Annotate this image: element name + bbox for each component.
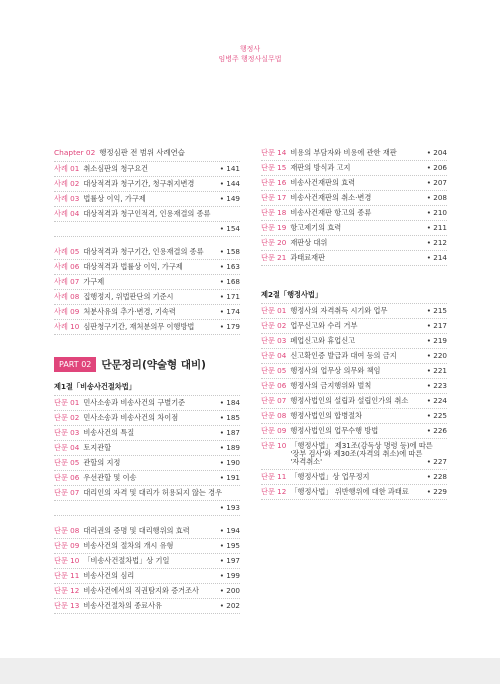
- entry-title: 폐업신고와 휴업신고: [290, 335, 356, 345]
- entry-page: • 158: [220, 248, 240, 256]
- entry-code: 단문 10: [261, 440, 287, 450]
- entry-title: 비송사건재판 항고의 종류: [290, 207, 372, 217]
- entry-title: 대리인의 자격 및 대리가 허용되지 않는 경우: [83, 487, 223, 497]
- entry-title: 민사소송과 비송사건의 차이점: [83, 412, 179, 422]
- entry-title: 과태료재판: [290, 252, 326, 262]
- chapter-title: 행정심판 전 범위 사례연습: [99, 148, 185, 157]
- entry-code: 단문 08: [54, 525, 80, 535]
- toc-entry[interactable]: [54, 426, 240, 441]
- entry-code: 단문 02: [261, 320, 287, 330]
- entry-page: • 220: [427, 352, 447, 360]
- entry-page: • 215: [427, 307, 447, 315]
- entry-code: 사례 07: [54, 276, 80, 286]
- entry-page: • 206: [427, 164, 447, 172]
- entry-page: • 214: [427, 254, 447, 262]
- entry-code: 단문 04: [261, 350, 287, 360]
- entry-title: 비송사건의 심리: [83, 570, 135, 580]
- entry-page: • 141: [220, 165, 240, 173]
- part-label: PART 02: [54, 357, 96, 372]
- chapter-heading: [54, 146, 240, 162]
- toc-entry[interactable]: [54, 396, 240, 411]
- running-header: [0, 44, 500, 64]
- toc-page-continued: • 154: [54, 222, 240, 237]
- entry-code: 단문 01: [261, 305, 287, 315]
- toc-entry[interactable]: [54, 569, 240, 584]
- entry-code: 단문 05: [261, 365, 287, 375]
- entry-page: • 190: [220, 459, 240, 467]
- entry-page: • 210: [427, 209, 447, 217]
- entry-page: • 179: [220, 323, 240, 331]
- entry-page: • 168: [220, 278, 240, 286]
- entry-code: 단문 05: [54, 457, 80, 467]
- entry-title: 행정사법인의 설립과 설립인가의 취소: [290, 395, 409, 405]
- entry-code: 사례 08: [54, 291, 80, 301]
- toc-entry[interactable]: [261, 319, 447, 334]
- toc-entry[interactable]: [54, 162, 240, 177]
- entry-title-line: '장부 검사'와 제30조(자격의 취소)에 따른: [290, 448, 423, 458]
- toc-entry[interactable]: [261, 379, 447, 394]
- entry-page: • 197: [220, 557, 240, 565]
- toc-entry[interactable]: [261, 206, 447, 221]
- entry-code: 단문 21: [261, 252, 287, 262]
- entry-page: • 149: [220, 195, 240, 203]
- toc-entry[interactable]: [54, 207, 240, 222]
- entry-title: 항고제기의 효력: [290, 222, 342, 232]
- toc-entry[interactable]: [54, 441, 240, 456]
- entry-title: 「행정사법」상 업무정지: [290, 471, 370, 481]
- entry-title: 비송사건절차의 종료사유: [83, 600, 162, 610]
- entry-title: 비송사건의 절차의 개시 유형: [83, 540, 174, 550]
- toc-entry[interactable]: [54, 275, 240, 290]
- entry-code: 단문 18: [261, 207, 287, 217]
- entry-code: 단문 02: [54, 412, 80, 422]
- entry-page: • 185: [220, 414, 240, 422]
- entry-page: • 171: [220, 293, 240, 301]
- toc-entry[interactable]: [54, 290, 240, 305]
- entry-code: 단문 06: [54, 472, 80, 482]
- entry-code: 단문 20: [261, 237, 287, 247]
- entry-title: 비송사건의 특질: [83, 427, 135, 437]
- entry-page: • 227: [427, 458, 447, 466]
- toc-entry[interactable]: [261, 176, 447, 191]
- entry-code: 사례 09: [54, 306, 80, 316]
- entry-page: • 223: [427, 382, 447, 390]
- section-heading: 제1절「비송사건절차법」: [54, 374, 240, 396]
- entry-title: 법률상 이익, 가구제: [83, 193, 146, 203]
- entry-title: 민사소송과 비송사건의 구별기준: [83, 397, 186, 407]
- entry-title-line: 「행정사법」 제31조(감독상 명령 등)에 따른: [290, 440, 433, 450]
- entry-title-line: '자격취소': [290, 456, 323, 466]
- entry-code: 단문 16: [261, 177, 287, 187]
- entry-title: 취소심판의 청구요건: [83, 163, 149, 173]
- entry-page: • 217: [427, 322, 447, 330]
- toc-entry[interactable]: [261, 251, 447, 266]
- entry-title: 대상적격과 법률상 이익, 가구제: [83, 261, 183, 271]
- part-heading: [54, 357, 240, 372]
- entry-title: 비송사건재판의 효력: [290, 177, 356, 187]
- entry-title: 행정사법인의 업무수행 방법: [290, 425, 379, 435]
- entry-title: 대리권의 증명 및 대리행위의 효력: [83, 525, 190, 535]
- toc-page-continued: • 193: [54, 501, 240, 516]
- chapter-label: Chapter 02: [54, 148, 96, 157]
- entry-page: • 212: [427, 239, 447, 247]
- entry-title: [290, 442, 447, 466]
- entry-code: 단문 11: [261, 471, 287, 481]
- entry-page: • 228: [427, 473, 447, 481]
- entry-code: 사례 01: [54, 163, 80, 173]
- entry-title: 비송사건에서의 직권탐지와 증거조사: [83, 585, 199, 595]
- entry-title: 행정사의 자격취득 시기와 업무: [290, 305, 388, 315]
- entry-title: 재판의 방식과 고지: [290, 162, 351, 172]
- toc-entry[interactable]: [261, 424, 447, 439]
- entry-page: • 219: [427, 337, 447, 345]
- entry-page: • 174: [220, 308, 240, 316]
- toc-right-column: [261, 146, 447, 500]
- header-line-2: 임병주 행정사실무법: [218, 55, 282, 63]
- toc-entry[interactable]: [261, 236, 447, 251]
- entry-code: 단문 12: [54, 585, 80, 595]
- toc-entry[interactable]: [54, 320, 240, 335]
- toc-entry[interactable]: [54, 471, 240, 486]
- entry-title: 행정사의 업무상 의무와 책임: [290, 365, 381, 375]
- part-title: 단문정리(약술형 대비): [101, 359, 206, 371]
- toc-entry[interactable]: [54, 599, 240, 614]
- toc-entry[interactable]: [54, 456, 240, 471]
- entry-title: 재판상 대위: [290, 237, 328, 247]
- entry-page: • 204: [427, 149, 447, 157]
- toc-entry[interactable]: [261, 439, 447, 470]
- toc-left-column: [54, 146, 240, 614]
- entry-title: 대상적격과 청구기간, 인용재결의 종류: [83, 246, 204, 256]
- entry-code: 단문 07: [54, 487, 80, 497]
- entry-page: • 221: [427, 367, 447, 375]
- entry-code: 사례 05: [54, 246, 80, 256]
- toc-entry[interactable]: [54, 305, 240, 320]
- toc-entry[interactable]: [54, 411, 240, 426]
- entry-code: 사례 04: [54, 208, 80, 218]
- entry-page: • 225: [427, 412, 447, 420]
- entry-code: 단문 12: [261, 486, 287, 496]
- entry-page: • 224: [427, 397, 447, 405]
- entry-title: 집행정지, 위법판단의 기준시: [83, 291, 174, 301]
- entry-page: • 211: [427, 224, 447, 232]
- entry-code: 사례 10: [54, 321, 80, 331]
- toc-entry[interactable]: [261, 146, 447, 161]
- entry-title: 우선관할 및 이송: [83, 472, 137, 482]
- entry-page: • 229: [427, 488, 447, 496]
- toc-entry[interactable]: [261, 304, 447, 319]
- entry-page: • 191: [220, 474, 240, 482]
- toc-entry[interactable]: [54, 177, 240, 192]
- entry-code: 단문 14: [261, 147, 287, 157]
- entry-title: 「행정사법」 위반행위에 대한 과태료: [290, 486, 409, 496]
- toc-entry[interactable]: [54, 554, 240, 569]
- entry-code: 단문 10: [54, 555, 80, 565]
- toc-entry[interactable]: [261, 364, 447, 379]
- entry-title: 행정사의 금지행위와 벌칙: [290, 380, 372, 390]
- entry-title: 행정사법인의 합병절차: [290, 410, 363, 420]
- entry-page: • 187: [220, 429, 240, 437]
- header-line-1: 행정사: [239, 45, 261, 53]
- entry-page: • 195: [220, 542, 240, 550]
- entry-title: 토지관할: [83, 442, 112, 452]
- entry-code: 사례 06: [54, 261, 80, 271]
- entry-code: 단문 13: [54, 600, 80, 610]
- toc-entry[interactable]: [54, 192, 240, 207]
- entry-page: • 207: [427, 179, 447, 187]
- entry-code: 단문 09: [261, 425, 287, 435]
- entry-code: 단문 07: [261, 395, 287, 405]
- toc-entry[interactable]: [54, 260, 240, 275]
- entry-title: 심판청구기간, 재처분의무 이행방법: [83, 321, 195, 331]
- entry-title: 신고확인증 발급과 대여 등의 금지: [290, 350, 397, 360]
- footer-band: [0, 658, 500, 684]
- entry-page: • 144: [220, 180, 240, 188]
- toc-entry[interactable]: [54, 524, 240, 539]
- entry-page: • 184: [220, 399, 240, 407]
- toc-entry[interactable]: [261, 334, 447, 349]
- toc-entry[interactable]: [54, 539, 240, 554]
- toc-entry[interactable]: [54, 245, 240, 260]
- entry-title: 비용의 부담자와 비용에 관한 재판: [290, 147, 397, 157]
- toc-entry[interactable]: [54, 486, 240, 501]
- toc-entry[interactable]: [261, 394, 447, 409]
- entry-page: • 199: [220, 572, 240, 580]
- entry-code: 단문 03: [54, 427, 80, 437]
- entry-code: 단문 19: [261, 222, 287, 232]
- entry-code: 단문 15: [261, 162, 287, 172]
- toc-entry[interactable]: [261, 221, 447, 236]
- section-heading: 제2절「행정사법」: [261, 282, 447, 304]
- entry-title: 비송사건재판의 취소·변경: [290, 192, 372, 202]
- toc-entry[interactable]: [261, 470, 447, 485]
- entry-code: 단문 11: [54, 570, 80, 580]
- entry-page: • 200: [220, 587, 240, 595]
- entry-code: 단문 03: [261, 335, 287, 345]
- toc-entry[interactable]: [261, 485, 447, 500]
- entry-title: 가구제: [83, 276, 105, 286]
- toc-entry[interactable]: [261, 349, 447, 364]
- toc-entry[interactable]: [261, 191, 447, 206]
- entry-code: 단문 17: [261, 192, 287, 202]
- entry-code: 단문 08: [261, 410, 287, 420]
- toc-entry[interactable]: [54, 584, 240, 599]
- entry-page: • 194: [220, 527, 240, 535]
- entry-title: 「비송사건절차법」상 기일: [83, 555, 170, 565]
- entry-code: 단문 09: [54, 540, 80, 550]
- entry-code: 단문 04: [54, 442, 80, 452]
- entry-code: 단문 01: [54, 397, 80, 407]
- entry-title: 처분사유의 추가·변경, 기속력: [83, 306, 176, 316]
- entry-title: 업무신고와 수리 거부: [290, 320, 358, 330]
- entry-page: • 202: [220, 602, 240, 610]
- entry-page: • 163: [220, 263, 240, 271]
- entry-page: • 208: [427, 194, 447, 202]
- entry-page: • 226: [427, 427, 447, 435]
- entry-code: 사례 02: [54, 178, 80, 188]
- entry-title: 대상적격과 청구인적격, 인용재결의 종류: [83, 208, 211, 218]
- toc-entry[interactable]: [261, 161, 447, 176]
- entry-title: 관할의 지정: [83, 457, 121, 467]
- entry-page: • 189: [220, 444, 240, 452]
- toc-entry[interactable]: [261, 409, 447, 424]
- entry-code: 사례 03: [54, 193, 80, 203]
- entry-code: 단문 06: [261, 380, 287, 390]
- entry-title: 대상적격과 청구기간, 청구취지변경: [83, 178, 195, 188]
